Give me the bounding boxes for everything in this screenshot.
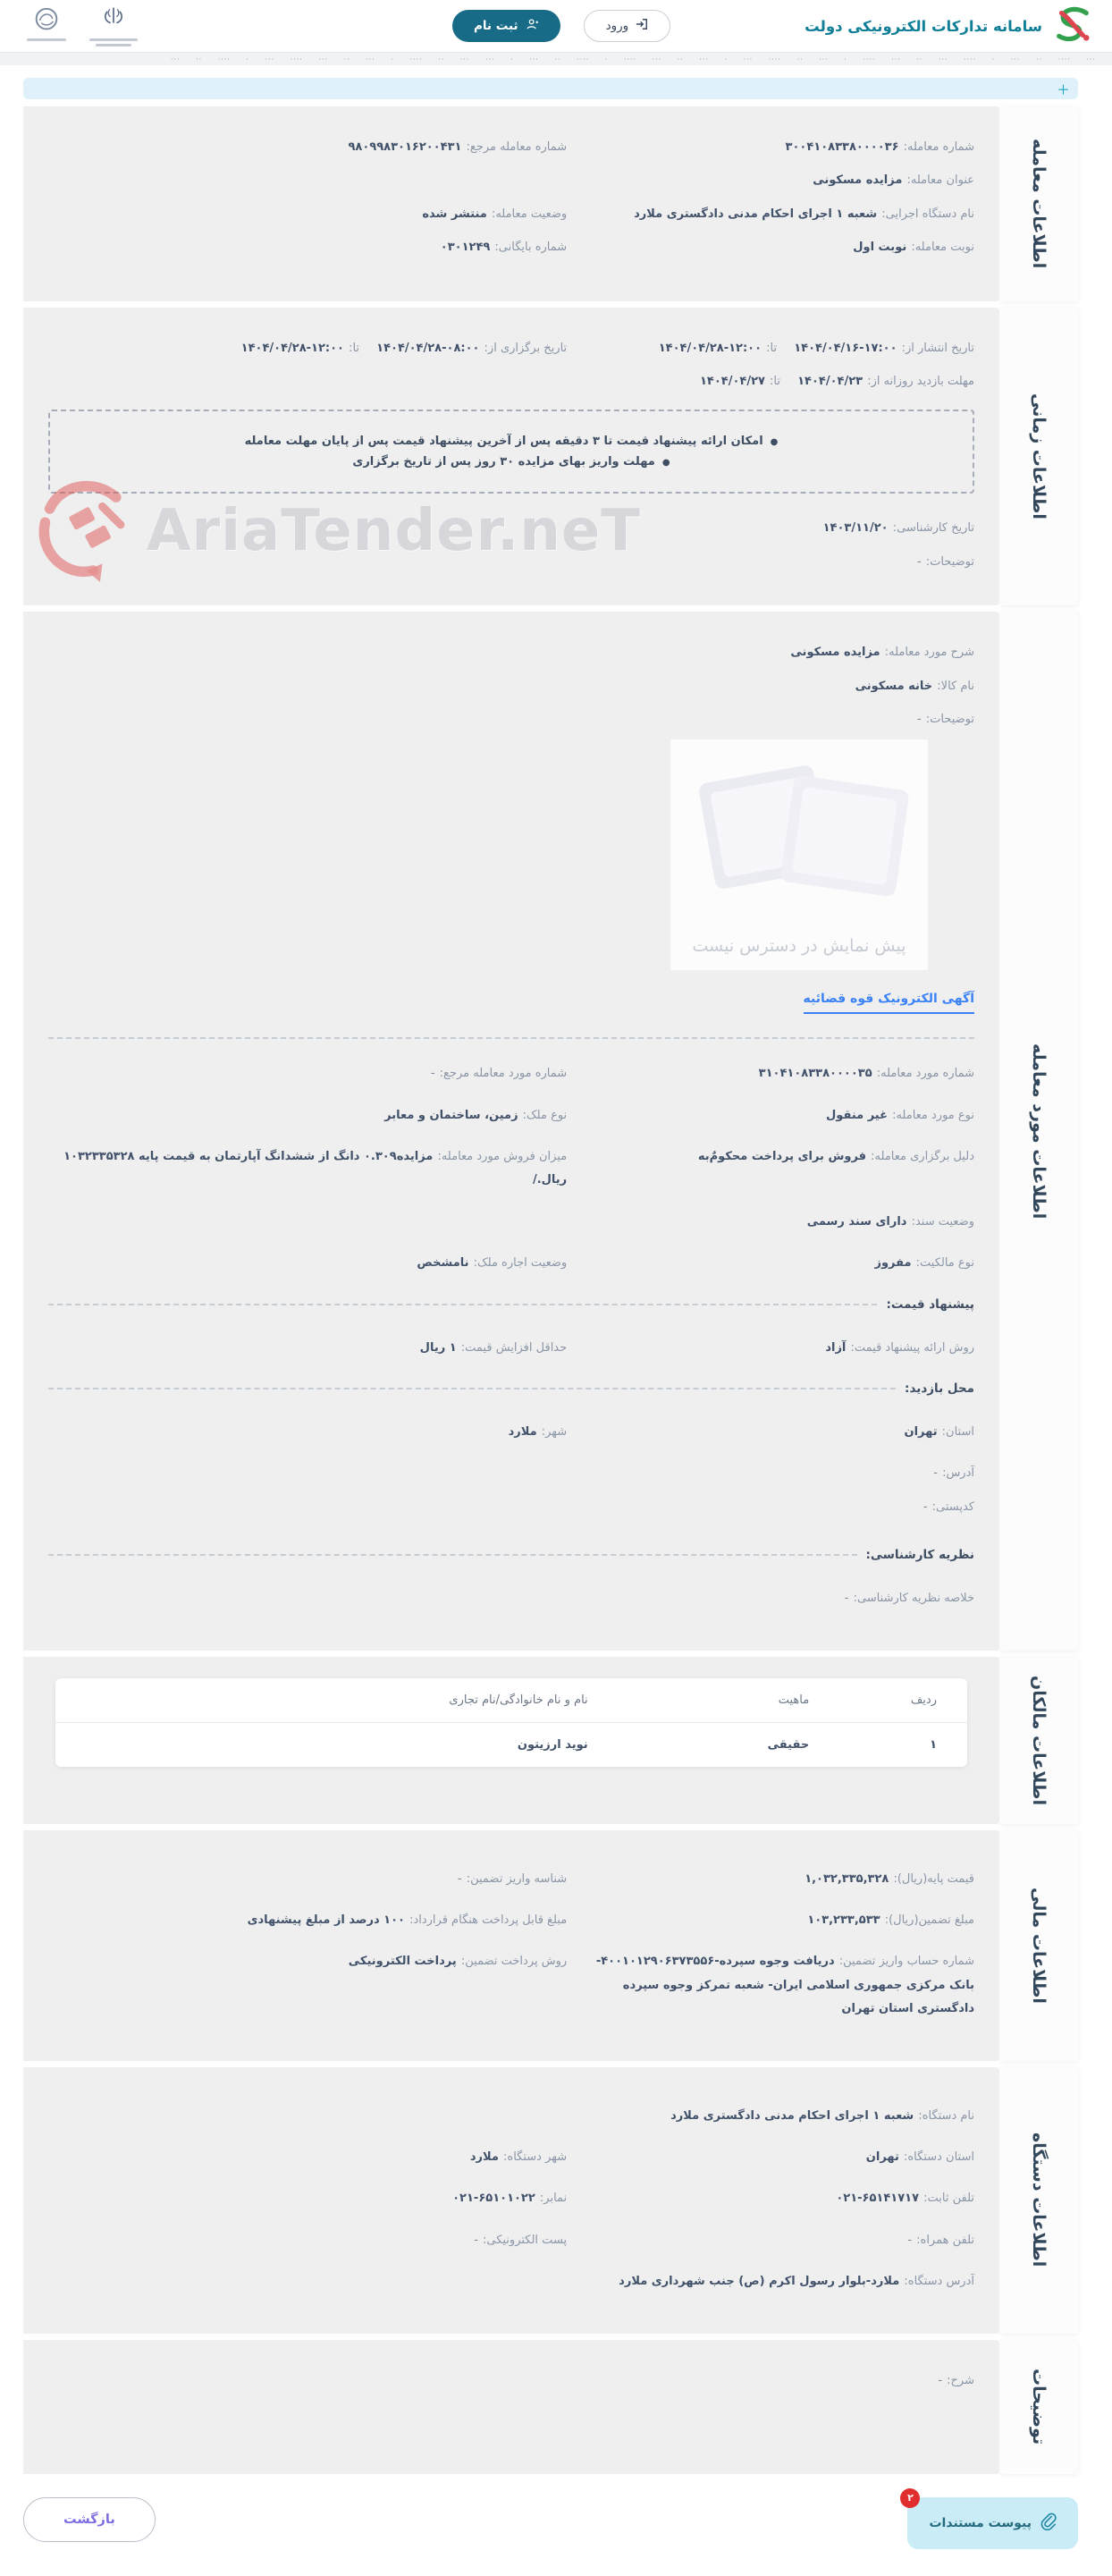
register-button[interactable] bbox=[452, 10, 560, 42]
owners-table bbox=[55, 1678, 967, 1767]
field-row bbox=[48, 1585, 974, 1609]
attachments-count-badge: ۲ bbox=[900, 2488, 920, 2508]
section-title: اطلاعات مالکان bbox=[1029, 1675, 1049, 1805]
dashed-line bbox=[48, 1304, 877, 1305]
field-row bbox=[48, 549, 974, 572]
field-row bbox=[48, 1335, 974, 1358]
col-full-name: نام و نام خانوادگی/نام تجاری bbox=[449, 1693, 588, 1707]
section-financial-info bbox=[23, 1830, 1078, 2061]
attachments-label: پیوست مستندات bbox=[929, 2515, 1032, 2530]
field-row bbox=[48, 1907, 974, 1930]
field-row bbox=[48, 2368, 974, 2391]
subheader-price-offer: پیشنهاد قیمت: bbox=[48, 1297, 974, 1312]
field-deposit-id: شناسه واریز تضمین: - bbox=[457, 1871, 568, 1886]
field-agency-address: آدرس دستگاه: ملارد-بلوار رسول اکرم (ص) جنب شهرداری ملارد bbox=[619, 2275, 974, 2289]
field-subject-notes: توضیحات: - bbox=[916, 712, 974, 726]
section-label-strip bbox=[999, 1657, 1078, 1824]
expand-plus-icon[interactable]: ＋ bbox=[1057, 83, 1069, 97]
field-description: شرح: - bbox=[938, 2373, 974, 2387]
back-button[interactable]: بازگشت bbox=[23, 2497, 156, 2542]
section-title: اطلاعات مالی bbox=[1029, 1887, 1049, 2004]
cell-entity-type: حقیقی bbox=[767, 1737, 810, 1752]
photo-frame-icon bbox=[779, 775, 909, 898]
login-button[interactable] bbox=[584, 10, 671, 42]
field-held-dates: تاریخ برگزاری از: ۱۴۰۴/۰۴/۲۸-۰۸:۰۰ تا: ۱۴۰۴/۰۴/۲۸-۱۲:۰۰ bbox=[240, 341, 568, 355]
field-row bbox=[48, 1948, 974, 2019]
field-reason: دلیل برگزاری معامله: فروش برای پرداخت محکومٌ‌به bbox=[697, 1150, 974, 1164]
field-row bbox=[48, 706, 974, 730]
field-deal-status: وضعیت معامله: منتشر شده bbox=[422, 207, 568, 221]
bullet-icon: ● bbox=[770, 437, 779, 448]
field-agency-email: پست الکترونیکی: - bbox=[474, 2233, 568, 2247]
bullet-icon: ● bbox=[661, 458, 670, 469]
login-icon bbox=[636, 18, 648, 34]
field-row bbox=[48, 134, 974, 157]
field-row bbox=[48, 167, 974, 190]
cell-row-number: ۱ bbox=[930, 1737, 937, 1752]
app-title: سامانه تدارکات الکترونیکی دولت bbox=[805, 17, 1042, 35]
field-archive-number: شماره بایگانی: ۰۳۰۱۲۴۹ bbox=[440, 241, 568, 255]
register-label: ثبت نام bbox=[473, 19, 518, 33]
field-agency-name: نام دستگاه: شعبه ۱ اجرای احکام مدنی دادگستری ملارد bbox=[670, 2108, 974, 2123]
section-label-strip bbox=[999, 612, 1078, 1650]
field-row bbox=[48, 1209, 974, 1232]
field-row bbox=[48, 2144, 974, 2167]
preview-unavailable-caption: پیش نمایش در دسترس نیست bbox=[670, 924, 928, 970]
field-ownership-type: نوع مالکیت: مفروز bbox=[874, 1256, 974, 1271]
field-row bbox=[48, 673, 974, 697]
field-province: استان: تهران bbox=[904, 1425, 974, 1440]
notice-item: ●مهلت واریز بهای مزایده ۳۰ روز پس از تاریخ برگزاری bbox=[352, 455, 670, 469]
field-doc-status: وضعیت سند: دارای سند رسمی bbox=[806, 1214, 974, 1229]
col-row-number: ردیف bbox=[910, 1693, 937, 1707]
field-guarantee-amount: مبلغ تضمین(ریال): ۱۰۳,۲۳۳,۵۳۳ bbox=[807, 1913, 974, 1927]
field-guarantee-account: شماره حساب واریز تضمین: دریافت وجوه سپرده-۴۰۰۱۰۱۲۹۰۶۳۷۳۵۵۶- بانک مرکزی جمهوری اسلامی ایران- شعبه تمرکز وجوه سپرده دادگستری استان تهران bbox=[595, 1955, 974, 2016]
field-row bbox=[48, 234, 974, 258]
field-item-ref: شماره مورد معامله مرجع: - bbox=[430, 1067, 568, 1081]
page-footer bbox=[23, 2492, 1078, 2549]
field-city: شهر: ملارد bbox=[508, 1425, 568, 1440]
section-timing-info bbox=[23, 308, 1078, 606]
field-row bbox=[48, 515, 974, 538]
setad-logo-icon bbox=[1051, 5, 1092, 46]
login-label: ورود bbox=[605, 19, 629, 33]
ministry-logo bbox=[89, 5, 138, 46]
watermark-text: AriaTender.neT bbox=[147, 498, 641, 564]
field-row bbox=[48, 1060, 974, 1084]
field-payable-at-contract: مبلغ قابل پرداخت هنگام قرارداد: ۱۰۰ درصد از مبلغ پیشنهادی bbox=[247, 1913, 568, 1927]
field-deal-type: نوع مورد معامله: غیر منقول bbox=[826, 1108, 974, 1122]
section-title: اطلاعات دستگاه bbox=[1029, 2133, 1049, 2268]
section-title: اطلاعات زمانی bbox=[1029, 393, 1049, 519]
subheader-visit-place: محل بازدید: bbox=[48, 1381, 974, 1396]
field-item-name: نام کالا: خانه مسکونی bbox=[855, 679, 974, 693]
field-base-price: قیمت پایه(ریال): ۱,۰۳۲,۳۳۵,۳۲۸ bbox=[805, 1871, 974, 1886]
field-expert-date: تاریخ کارشناسی: ۱۴۰۳/۱۱/۲۰ bbox=[822, 521, 974, 536]
subheader-expert-opinion: نظریه کارشناسی: bbox=[48, 1548, 974, 1562]
section-label-strip bbox=[999, 2340, 1078, 2474]
ministry-caption bbox=[89, 38, 138, 41]
cell-full-name: نوید ارزیتون bbox=[517, 1737, 588, 1752]
field-agency-fax: نمابر: ۰۲۱-۶۵۱۰۱۰۲۲ bbox=[452, 2192, 568, 2206]
section-label-strip bbox=[999, 106, 1078, 301]
field-row bbox=[48, 1494, 974, 1517]
field-row bbox=[48, 368, 974, 392]
field-row bbox=[48, 1102, 974, 1126]
section-label-strip bbox=[999, 2067, 1078, 2334]
field-row bbox=[48, 335, 974, 359]
collapsed-info-bar[interactable] bbox=[23, 78, 1078, 99]
nav-items-placeholder: ··· ···· ·· ··· · ···· ··· ·· ··· ···· · ··· ·· ···· ··· · ··· ·· ··· ···· · ···· ·· ··· · ··· ··· ·· ···· · ··· ·· ··· ···· ··· · ···· ·· ··· bbox=[170, 55, 1096, 63]
field-row bbox=[48, 1866, 974, 1889]
field-guarantee-pay-method: روش پرداخت تضمین: پرداخت الکترونیکی bbox=[348, 1955, 568, 1969]
field-row bbox=[48, 1250, 974, 1273]
field-sale-amount: میزان فروش مورد معامله: مزایده۰.۳۰۹ دانگ از ششدانگ آپارتمان به قیمت پایه ۱۰۳۲۳۳۵۳۲۸ ریال./ bbox=[63, 1150, 568, 1187]
section-descriptions bbox=[23, 2340, 1078, 2474]
col-entity-type: ماهیت bbox=[778, 1693, 810, 1707]
secondary-logo bbox=[27, 5, 66, 41]
field-row bbox=[48, 201, 974, 224]
field-agency-city: شهر دستگاه: ملارد bbox=[469, 2149, 568, 2164]
field-deal-number: شماره معامله: ۳۰۰۴۱۰۸۳۳۸۰۰۰۰۳۶ bbox=[785, 140, 974, 154]
register-person-icon bbox=[526, 18, 539, 34]
paperclip-icon bbox=[1040, 2513, 1057, 2534]
owners-table-row bbox=[55, 1723, 967, 1767]
dashed-line bbox=[48, 1388, 896, 1389]
section-deal-info bbox=[23, 106, 1078, 301]
field-exec-agency: نام دستگاه اجرایی: شعبه ۱ اجرای احکام مدنی دادگستری ملارد bbox=[634, 207, 974, 221]
attachments-button[interactable] bbox=[907, 2492, 1078, 2549]
owners-table-header bbox=[55, 1678, 967, 1723]
section-label-strip bbox=[999, 1830, 1078, 2061]
app-header bbox=[0, 0, 1112, 52]
field-deal-round: نوبت معامله: نوبت اول bbox=[853, 241, 974, 255]
image-preview-placeholder bbox=[670, 739, 928, 970]
field-address: آدرس: - bbox=[933, 1466, 974, 1481]
dashed-separator bbox=[48, 1037, 974, 1039]
field-agency-phone: تلفن ثابت: ۰۲۱-۶۵۱۴۱۷۱۷ bbox=[836, 2192, 974, 2206]
field-row bbox=[48, 2103, 974, 2126]
section-title: اطلاعات مورد معامله bbox=[1029, 1043, 1049, 1220]
section-label-strip bbox=[999, 308, 1078, 606]
brand bbox=[805, 5, 1092, 46]
section-agency-info bbox=[23, 2067, 1078, 2334]
field-deal-ref: شماره معامله مرجع: ۹۸۰۹۹۸۳۰۱۶۲۰۰۴۳۱ bbox=[348, 140, 568, 154]
field-agency-mobile: تلفن همراه: - bbox=[907, 2233, 974, 2247]
field-visit-window: مهلت بازدید روزانه از: ۱۴۰۴/۰۴/۲۳ تا: ۱۴۰۴/۰۴/۲۷ bbox=[699, 374, 974, 388]
field-deal-title: عنوان معامله: مزایده مسکونی bbox=[813, 173, 974, 188]
notice-item: ●امکان ارائه پیشنهاد قیمت تا ۳ دقیقه پس از آخرین پیشنهاد قیمت پس از پایان مهلت معامله bbox=[244, 435, 779, 449]
section-title: اطلاعات معامله bbox=[1029, 139, 1049, 269]
field-publish-dates: تاریخ انتشار از: ۱۴۰۴/۰۴/۱۶-۱۷:۰۰ تا: ۱۴۰۴/۰۴/۲۸-۱۲:۰۰ bbox=[658, 341, 974, 355]
field-row bbox=[48, 1419, 974, 1442]
field-row bbox=[48, 1460, 974, 1483]
field-expert-summary: خلاصه نظریه کارشناسی: - bbox=[844, 1592, 974, 1606]
field-item-number: شماره مورد معامله: ۳۱۰۴۱۰۸۳۳۸۰۰۰۰۳۵ bbox=[758, 1067, 974, 1081]
section-title: توضیحات bbox=[1029, 2368, 1049, 2445]
field-postal-code: کدپستی: - bbox=[922, 1499, 974, 1514]
section-subject-info bbox=[23, 612, 1078, 1650]
field-min-increase: حداقل افزایش قیمت: ۱ ریال bbox=[419, 1340, 568, 1355]
field-offer-method: روش ارائه پیشنهاد قیمت: آزاد bbox=[825, 1340, 974, 1355]
section-owners-info bbox=[23, 1657, 1078, 1824]
field-row bbox=[48, 1144, 974, 1191]
field-row bbox=[48, 2185, 974, 2209]
field-timing-notes: توضیحات: - bbox=[916, 554, 974, 569]
judiciary-notice-link[interactable]: آگهی الکترونیک قوه قضائیه bbox=[804, 992, 975, 1014]
field-property-type: نوع ملک: زمین، ساختمان و معابر bbox=[384, 1108, 568, 1122]
main-nav[interactable] bbox=[0, 52, 1112, 65]
field-row bbox=[48, 2227, 974, 2251]
field-row bbox=[48, 2268, 974, 2292]
notice-box bbox=[48, 410, 974, 494]
field-row bbox=[48, 639, 974, 663]
field-subject-desc: شرح مورد معامله: مزایده مسکونی bbox=[790, 646, 974, 660]
field-agency-province: استان دستگاه: تهران bbox=[865, 2149, 974, 2164]
field-rent-status: وضعیت اجاره ملک: نامشخص bbox=[417, 1256, 568, 1271]
dashed-line bbox=[48, 1554, 857, 1556]
